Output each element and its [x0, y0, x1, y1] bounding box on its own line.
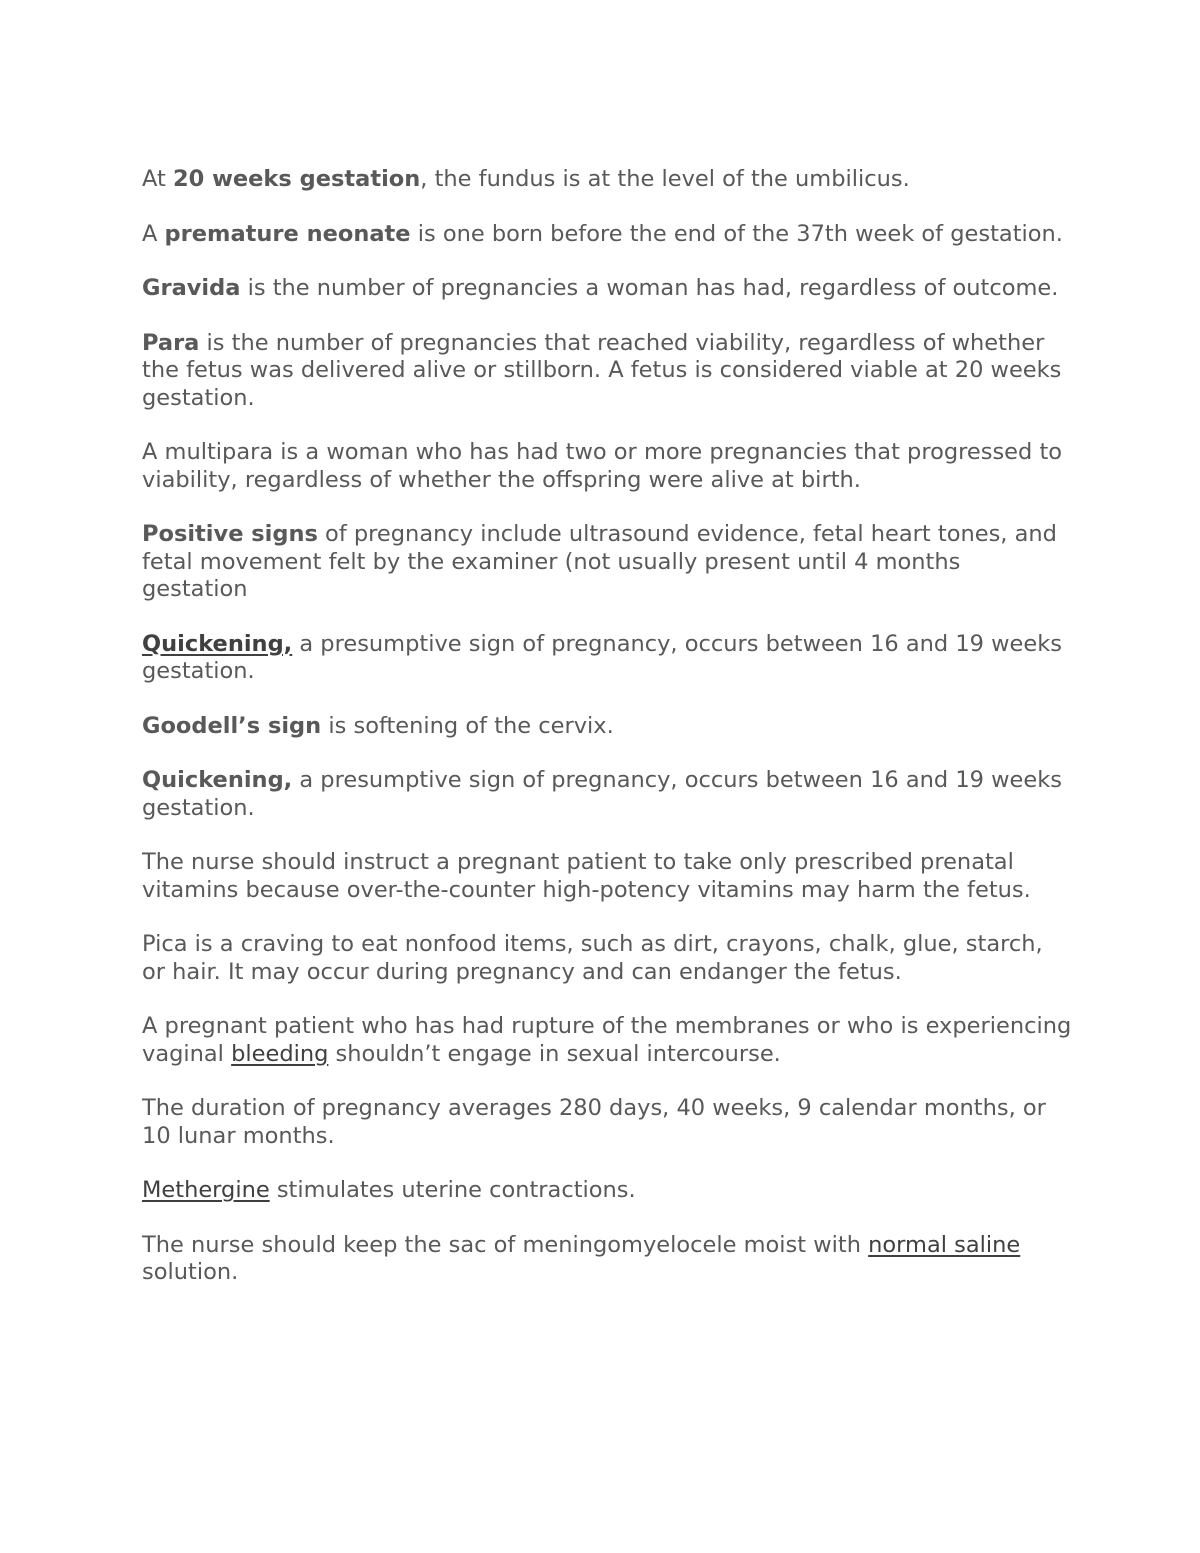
paragraph [142, 521, 1072, 604]
text-run: At [142, 166, 173, 192]
paragraph [142, 439, 1072, 494]
hyperlink[interactable]: bleeding [231, 1040, 329, 1067]
text-run: is one born before the end of the 37th week of gestation. [410, 220, 1063, 247]
hyperlink[interactable]: normal saline [868, 1231, 1021, 1258]
paragraph [142, 166, 1072, 194]
paragraph [142, 275, 1072, 303]
text-run: , the fundus is at the level of the umbilicus. [420, 166, 910, 192]
paragraph [142, 931, 1072, 986]
text-run: stimulates uterine contractions. [269, 1177, 636, 1203]
paragraph [142, 330, 1072, 413]
bold-term: Goodell’s sign [142, 712, 322, 739]
bold-term: Quickening, [142, 767, 293, 793]
text-run: shouldn’t engage in sexual intercourse. [328, 1040, 781, 1067]
bold-term: 20 weeks gestation [172, 166, 421, 192]
paragraph [142, 713, 1072, 741]
text-run: Pica is a craving to eat nonfood items, such as dirt, crayons, chalk, glue, starch, or hair. It may occur during pregnancy and can endanger the fetus. [142, 931, 1043, 985]
bold-term: Para [142, 329, 200, 356]
paragraph [142, 1177, 1072, 1205]
text-run: is the number of pregnancies that reached viability, regardless of whether the fetus was delivered alive or stillborn. A fetus is considered viable at 20 weeks gestation. [142, 329, 1062, 411]
paragraph [142, 849, 1072, 904]
text-run: of pregnancy include ultrasound evidence, fetal heart tones, and fetal movement felt by the examiner (not usually present until 4 months gestation [142, 521, 1057, 602]
text-run: The nurse should keep the sac of meningomyelocele moist with [142, 1231, 869, 1258]
text-run: solution. [142, 1259, 239, 1285]
text-run: is softening of the cervix. [321, 712, 614, 739]
paragraph [142, 1013, 1072, 1068]
hyperlink[interactable]: Methergine [142, 1177, 270, 1203]
text-run: A [142, 220, 165, 247]
bold-term: premature neonate [164, 220, 411, 247]
paragraph [142, 767, 1072, 822]
paragraph [142, 1232, 1072, 1287]
text-run: A multipara is a woman who has had two or more pregnancies that progressed to viability, regardless of whether the offspring were alive at birth. [142, 439, 1063, 493]
text-run: a presumptive sign of pregnancy, occurs between 16 and 19 weeks gestation. [142, 630, 1062, 684]
paragraph [142, 631, 1072, 686]
document-body [142, 166, 1072, 1314]
bold-term: Gravida [142, 275, 241, 301]
text-run: The duration of pregnancy averages 280 days, 40 weeks, 9 calendar months, or 10 lunar months. [142, 1095, 1046, 1149]
hyperlink[interactable]: Quickening, [142, 630, 293, 657]
paragraph [142, 1095, 1072, 1150]
bold-term: Positive signs [142, 521, 318, 547]
text-run: A pregnant patient who has had rupture of the membranes or who is experiencing vaginal [142, 1013, 1072, 1067]
text-run: is the number of pregnancies a woman has had, regardless of outcome. [240, 275, 1059, 301]
paragraph [142, 221, 1072, 249]
text-run: a presumptive sign of pregnancy, occurs between 16 and 19 weeks gestation. [142, 767, 1062, 821]
text-run: The nurse should instruct a pregnant patient to take only prescribed prenatal vitamins because over-the-counter high-potency vitamins may harm the fetus. [142, 849, 1031, 903]
